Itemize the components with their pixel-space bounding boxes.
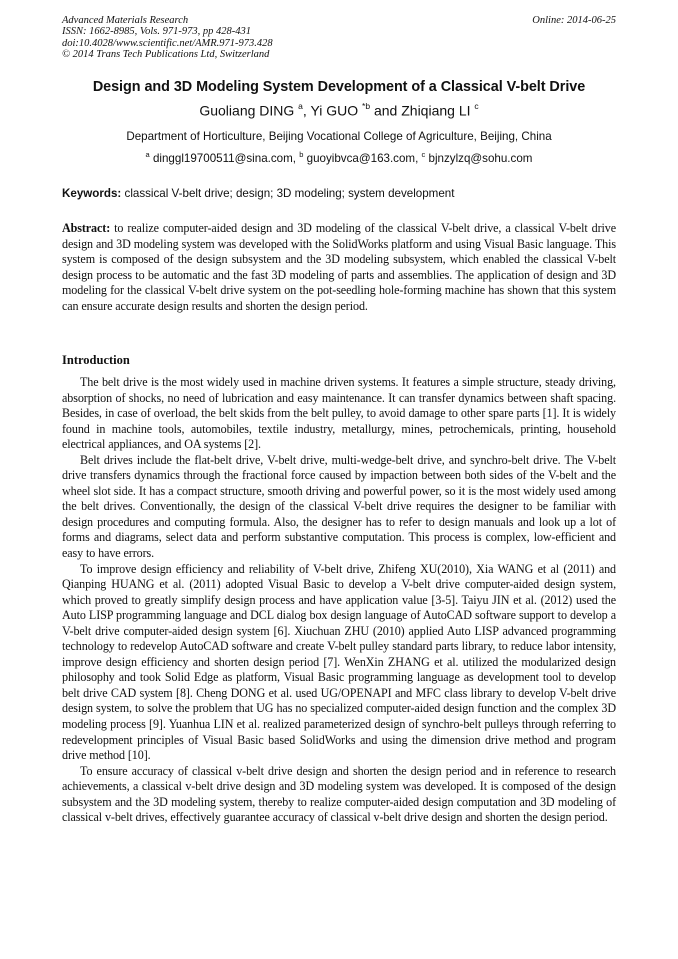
paragraph: To ensure accuracy of classical v-belt drive design and shorten the design period and in reference to research achievements, a classical v-belt drive design and 3D modeling system was developed. It is composed of the design subsystem and the 3D modeling system, thereby to realize computer-aided design computation and 3D modeling of classical v-belt drives, effectively guarantee accuracy of classical v-belt drive design and shorten the design period. bbox=[62, 763, 616, 825]
section-heading-introduction: Introduction bbox=[62, 353, 130, 367]
copyright-line: © 2014 Trans Tech Publications Ltd, Switzerland bbox=[62, 49, 270, 61]
keywords-label: Keywords: bbox=[62, 187, 122, 200]
email-list bbox=[40, 150, 638, 165]
author-name: Yi GUO bbox=[310, 102, 359, 119]
author-name: Zhiqiang LI bbox=[401, 102, 471, 119]
journal-header bbox=[62, 15, 616, 61]
email-marker: a bbox=[145, 150, 150, 159]
paragraph: The belt drive is the most widely used in machine driven systems. It features a simple structure, steady driving, absorption of shocks, no need of lubrication and easy maintenance. It can transfer dynamics between shaft spacing. Besides, in case of overload, the belt skids from the belt pulley, to avoid damage to other spare parts [1]. It is widely found in machine tools, automobiles, textile industry, metallurgy, mines, petrochemicals, printing, household electrical appliances, and OA systems [2]. bbox=[62, 375, 616, 452]
author-name: Guoliang DING bbox=[199, 102, 295, 119]
paper-title: Design and 3D Modeling System Development of a Classical V-belt Drive bbox=[92, 79, 586, 95]
doi-line: doi:10.4028/www.scientific.net/AMR.971-973.428 bbox=[62, 37, 273, 49]
paragraph: To improve design efficiency and reliability of V-belt drive, Zhifeng XU(2010), Xia WANG et al (2011) and Qianping HUANG et al. (2011) adopted Visual Basic to develop a V-belt drive computer-aided design system, which proved to greatly simplify design process and have application value [3-5]. Taiyu JIN et al. (2012) used the Auto LISP programming language and DCL dialog box design language of AutoCAD software support to develop a V-belt drive computer-aided design system [6]. Xiuchuan ZHU (2010) applied Auto LISP advanced programming technology to redevelop AutoCAD software and create V-belt pulley standard parts library, to reduce labor intensity, improve design efficiency and shorten design period [7]. WenXin ZHANG et al. utilized the modularized design philosophy and took Solid Edge as platform, Visual Basic programming language as development tool to develop belt drive CAD system [8]. Cheng DONG et al. used UG/OPENAPI and MFC class library to develop V-belt drive design system, to solve the problem that UG has no specialized computer-aided design function and the complex 3D modeling process [9]. Yuanhua LIN et al. realized parameterized design of synchro-belt pulleys through referring to redevelopment principles of Visual Basic based SolidWorks and using the dimension drive method and program drive method [10]. bbox=[62, 561, 616, 763]
abstract-text: to realize computer-aided design and 3D modeling of the classical V-belt drive, a classical V-belt drive design and 3D modeling system was developed with the SolidWorks platform and using Visual Basic language. This system is composed of the design subsystem and the 3D modeling subsystem, which enabled the classical V-belt design process to be automatic and the fast 3D modeling of parts and assemblies. The application of design and 3D modeling for the classical V-belt drive system on the pot-seedling hole-forming machine has shown that this system can ensure accurate design results and shorten the design period. bbox=[62, 221, 616, 313]
online-date: Online: 2014-06-25 bbox=[532, 15, 616, 26]
affiliation: Department of Horticulture, Beijing Vocational College of Agriculture, Beijing, China bbox=[126, 130, 552, 143]
abstract bbox=[62, 221, 616, 315]
issn-line: ISSN: 1662-8985, Vols. 971-973, pp 428-431 bbox=[62, 26, 251, 38]
author-marker: c bbox=[474, 101, 479, 111]
email-link[interactable]: bjnzylzq@sohu.com bbox=[428, 151, 533, 165]
keywords bbox=[62, 187, 616, 200]
email-marker: c bbox=[421, 150, 426, 159]
introduction-body bbox=[62, 375, 616, 826]
keywords-text: classical V-belt drive; design; 3D modeling; system development bbox=[124, 187, 455, 200]
email-link[interactable]: guoyibvca@163.com, bbox=[306, 151, 422, 165]
author-separator: and bbox=[370, 102, 402, 119]
paragraph: Belt drives include the flat-belt drive, V-belt drive, multi-wedge-belt drive, and synchro-belt drive. The V-belt drive transfers dynamics through the fractional force caused by impaction between both sides of the V-belt and the wheel slot side. It has a compact structure, smooth driving and powerful power, so it is the most widely used among the belt drives. Conventionally, the design of the classical V-belt drive requires the designer to be familiar with design procedures and computing formula. Also, the designer has to refer to design manuals and look up a lot of forms and diagrams, select data and perform substantive computation. This process is complex, low-efficient and easy to have errors. bbox=[62, 452, 616, 561]
author-list bbox=[40, 102, 638, 119]
author-marker: a bbox=[298, 101, 303, 111]
email-marker: b bbox=[299, 150, 304, 159]
author-separator: , bbox=[302, 102, 311, 119]
email-link[interactable]: dinggl19700511@sina.com, bbox=[152, 151, 300, 165]
author-marker: *b bbox=[362, 101, 371, 111]
journal-name: Advanced Materials Research bbox=[62, 15, 189, 26]
abstract-label: Abstract: bbox=[62, 221, 111, 235]
